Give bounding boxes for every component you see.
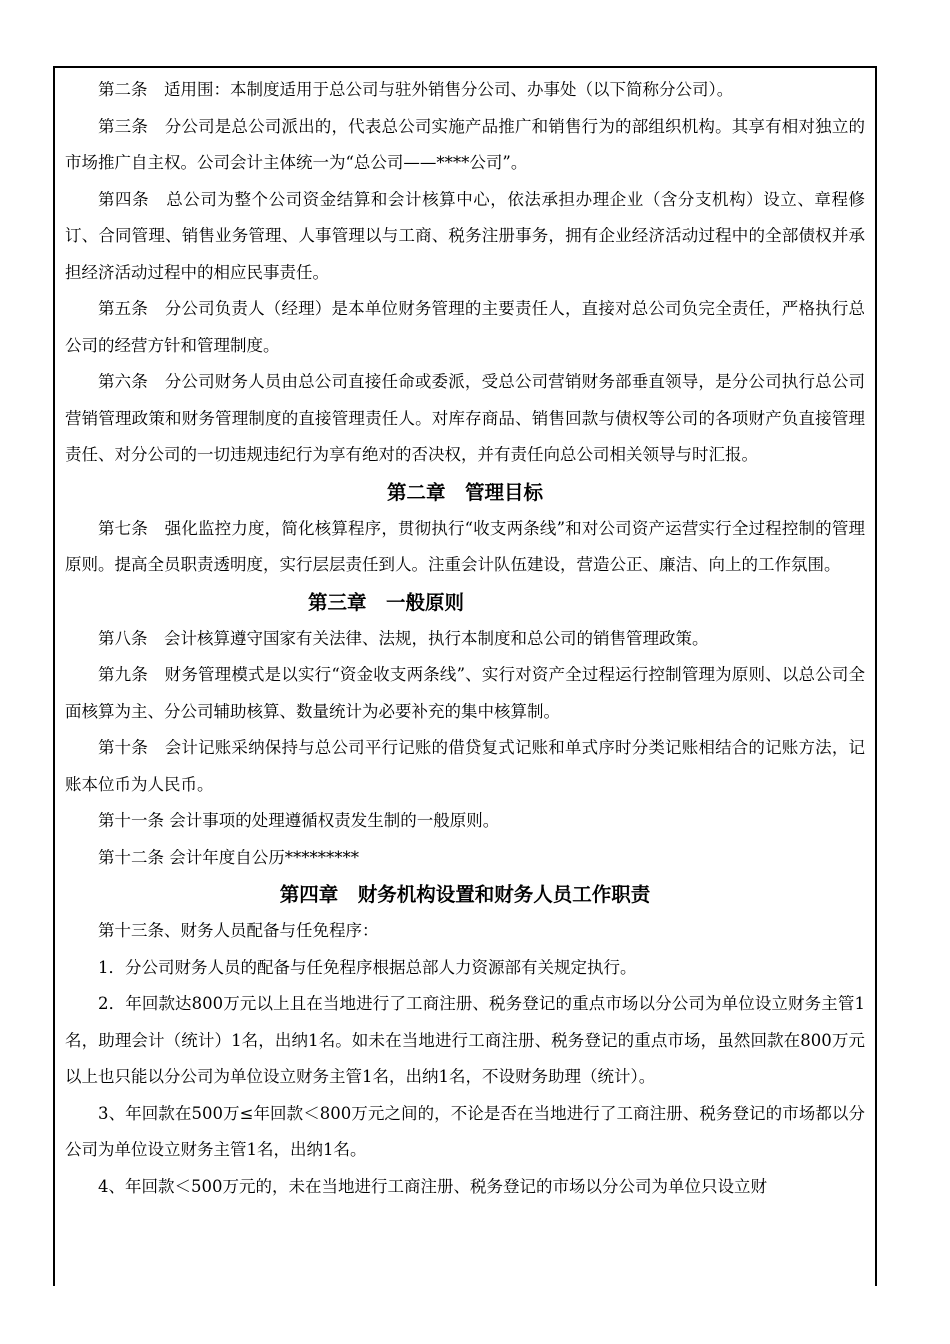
- article-13-item-4: 4、年回款＜500万元的，未在当地进行工商注册、税务登记的市场以分公司为单位只设立财: [98, 1176, 767, 1196]
- chapter-4-heading: 第四章 财务机构设置和财务人员工作职责: [279, 883, 651, 906]
- article-11: 第十一条 会计事项的处理遵循权责发生制的一般原则。: [98, 811, 500, 830]
- chapter-2-heading: 第二章 管理目标: [386, 480, 543, 504]
- article-5: 第五条 分公司负责人（经理）是本单位财务管理的主要责任人，直接对总公司负完全责任，严格执行总公司的经营方针和管理制度。: [65, 299, 865, 355]
- page-frame: [53, 66, 877, 1286]
- article-13-item-2: 2．年回款达800万元以上且在当地进行了工商注册、税务登记的重点市场以分公司为单位设立财务主管1名，助理会计（统计）1名，出纳1名。如未在当地进行工商注册、税务登记的重点市场，虽然回款在800万元以上也只能以分公司为单位设立财务主管1名，出纳1名，不设财务助理（统计）。: [65, 994, 865, 1086]
- article-10: 第十条 会计记账采纳保持与总公司平行记账的借贷复式记账和单式序时分类记账相结合的记账方法，记账本位币为人民币。: [65, 738, 865, 794]
- article-6: 第六条 分公司财务人员由总公司直接任命或委派，受总公司营销财务部垂直领导，是分公司执行总公司营销管理政策和财务管理制度的直接管理责任人。对库存商品、销售回款与债权等公司的各项财产负直接管理责任、对分公司的一切违规违纪行为享有绝对的否决权，并有责任向总公司相关领导与时汇报。: [65, 372, 865, 464]
- article-9: 第九条 财务管理模式是以实行“资金收支两条线”、实行对资产全过程运行控制管理为原则、以总公司全面核算为主、分公司辅助核算、数量统计为必要补充的集中核算制。: [65, 665, 865, 721]
- article-13-item-3: 3、年回款在500万≤年回款＜800万元之间的，不论是否在当地进行了工商注册、税务登记的市场都以分公司为单位设立财务主管1名，出纳1名。: [65, 1103, 865, 1159]
- article-13-item-1: 1．分公司财务人员的配备与任免程序根据总部人力资源部有关规定执行。: [98, 957, 637, 977]
- article-2: 第二条 适用围：本制度适用于总公司与驻外销售分公司、办事处（以下简称分公司）。: [98, 80, 734, 99]
- chapter-3-heading: 第三章 一般原则: [308, 590, 465, 614]
- document-body: [65, 72, 865, 1205]
- article-7: 第七条 强化监控力度，简化核算程序，贯彻执行“收支两条线”和对公司资产运营实行全过程控制的管理原则。提高全员职责透明度，实行层层责任到人。注重会计队伍建设，营造公正、廉洁、向上的工作氛围。: [65, 518, 865, 574]
- article-8: 第八条 会计核算遵守国家有关法律、法规，执行本制度和总公司的销售管理政策。: [98, 628, 709, 648]
- article-3: 第三条 分公司是总公司派出的，代表总公司实施产品推广和销售行为的部组织机构。其享有相对独立的市场推广自主权。公司会计主体统一为“总公司——****公司”。: [65, 116, 865, 172]
- article-13: 第十三条、财务人员配备与任免程序：: [98, 921, 379, 940]
- article-12: 第十二条 会计年度自公历*********: [98, 847, 359, 867]
- article-4: 第四条 总公司为整个公司资金结算和会计核算中心，依法承担办理企业（含分支机构）设立、章程修订、合同管理、销售业务管理、人事管理以与工商、税务注册事务，拥有企业经济活动过程中的全部债权并承担经济活动过程中的相应民事责任。: [65, 189, 865, 282]
